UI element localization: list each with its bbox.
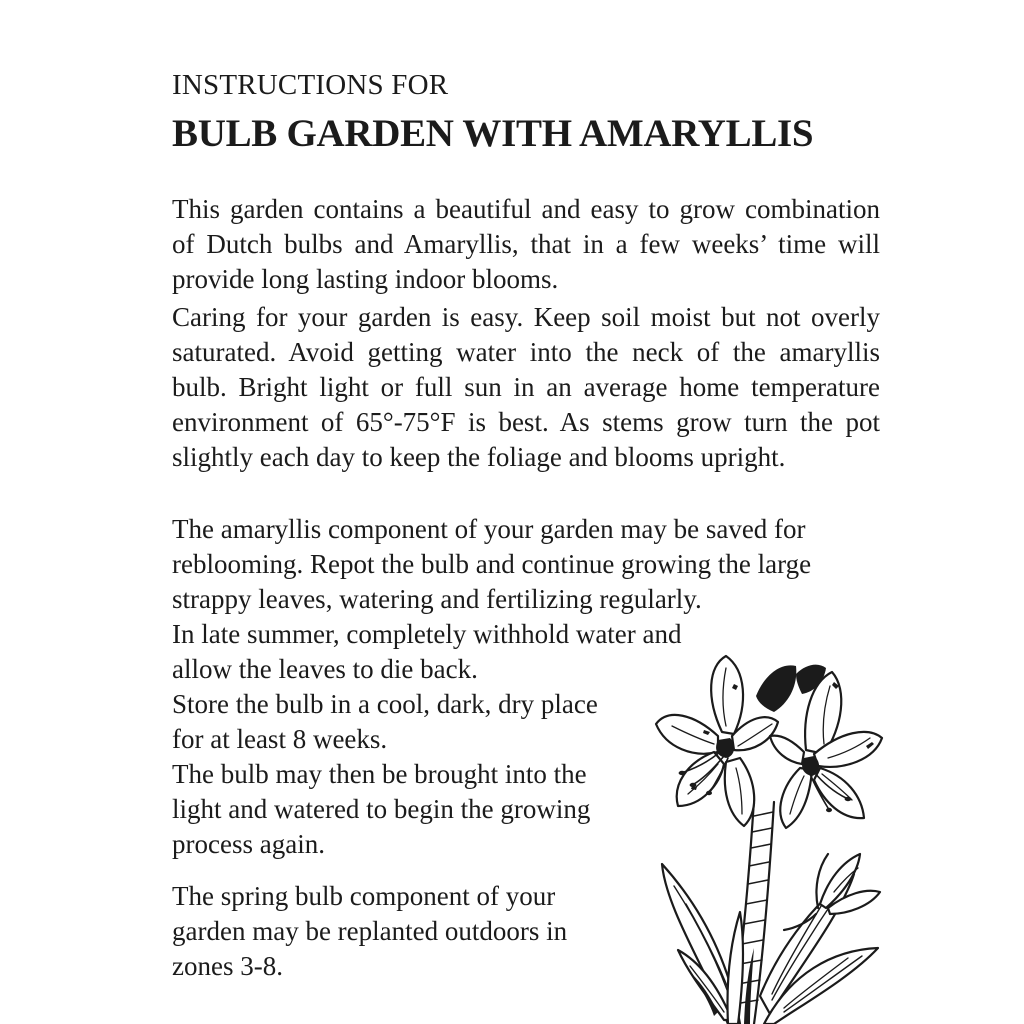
text-line: slightly each day to keep the foliage and blooms upright. <box>172 442 786 472</box>
text-line: provide long lasting indoor blooms. <box>172 264 559 294</box>
text-line: zones 3-8. <box>172 951 283 981</box>
text-line: The bulb may then be brought into the <box>172 759 587 789</box>
text-line: light and watered to begin the growing <box>172 794 591 824</box>
text-line: The spring bulb component of your <box>172 881 556 911</box>
text-line: reblooming. Repot the bulb and continue growing the large <box>172 549 812 579</box>
paragraph-care <box>172 300 880 475</box>
text-line: strappy leaves, watering and fertilizing regularly. <box>172 584 702 614</box>
text-line: saturated. Avoid getting water into the neck of the amaryllis <box>172 337 880 367</box>
text-line: of Dutch bulbs and Amaryllis, that in a few weeks’ time will <box>172 229 880 259</box>
text-line: bulb. Bright light or full sun in an average home temperature <box>172 372 880 402</box>
text-line: allow the leaves to die back. <box>172 654 478 684</box>
text-line: for at least 8 weeks. <box>172 724 388 754</box>
text-line: In late summer, completely withhold water and <box>172 619 682 649</box>
left-bloom <box>656 656 778 826</box>
text-line: Caring for your garden is easy. Keep soil moist but not overly <box>172 302 880 332</box>
amaryllis-illustration <box>648 652 888 1024</box>
text-line: Store the bulb in a cool, dark, dry place <box>172 689 598 719</box>
text-line: garden may be replanted outdoors in <box>172 916 568 946</box>
text-line: process again. <box>172 829 325 859</box>
text-line: The amaryllis component of your garden may be saved for <box>172 514 806 544</box>
document-title: BULB GARDEN WITH AMARYLLIS <box>172 112 814 155</box>
document-eyebrow: INSTRUCTIONS FOR <box>172 69 449 101</box>
text-line: This garden contains a beautiful and easy to grow combination <box>172 194 880 224</box>
text-line: environment of 65°-75°F is best. As stems grow turn the pot <box>172 407 880 437</box>
amaryllis-line-drawing-svg <box>648 652 888 1024</box>
paragraph-intro <box>172 192 880 297</box>
